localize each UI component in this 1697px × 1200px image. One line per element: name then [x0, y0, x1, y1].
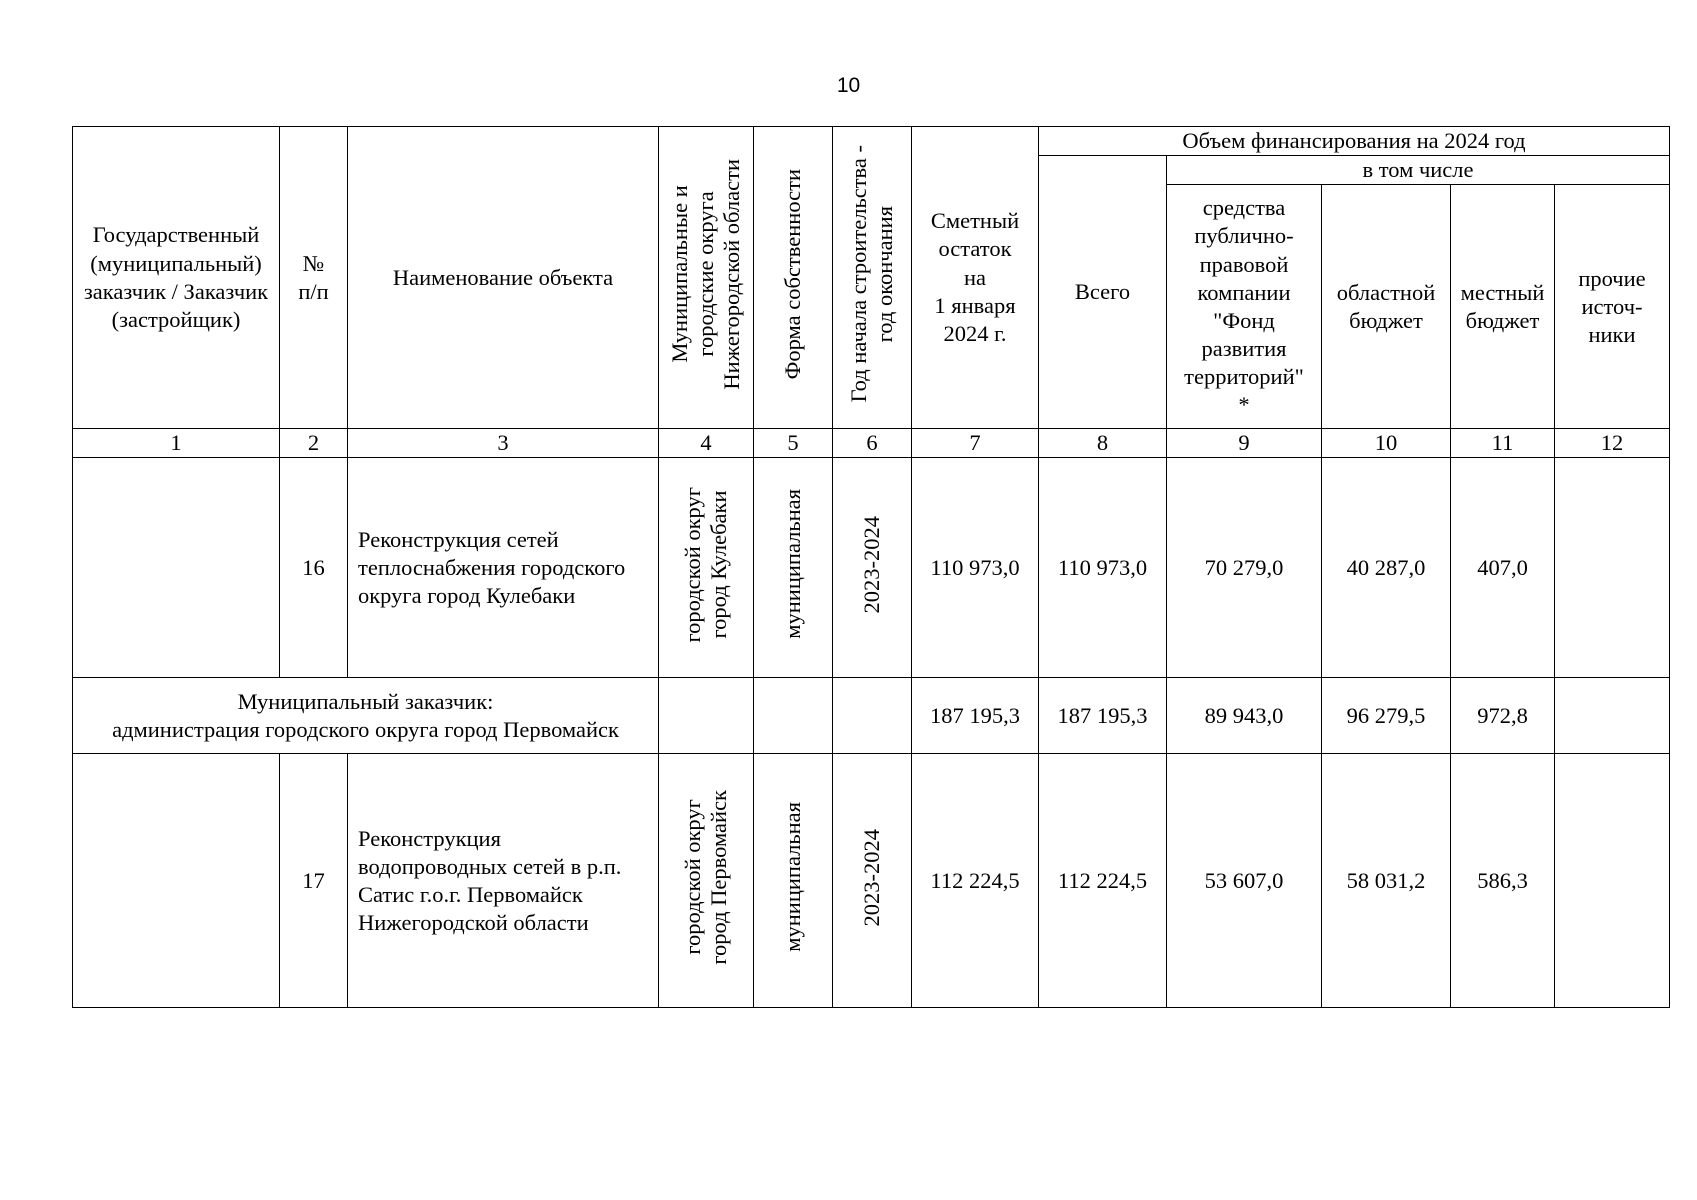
- header-financing-group: Объем финансирования на 2024 год: [1039, 127, 1670, 156]
- row-years-text: 2023-2024: [859, 515, 885, 614]
- row-ownership: [754, 754, 833, 1008]
- header-ownership: [754, 127, 833, 429]
- row-district: [659, 754, 754, 1008]
- page-number: 10: [836, 74, 861, 97]
- header-number: № п/п: [280, 127, 348, 429]
- row-estimated: 112 224,5: [912, 754, 1039, 1008]
- header-object-name: Наименование объекта: [348, 127, 659, 429]
- row-district-text: городской округ город Кулебаки: [680, 486, 731, 643]
- header-construction-years-text: Год начала строительства - год окончания: [846, 145, 897, 403]
- row-years: [833, 754, 912, 1008]
- subtotal-empty: [754, 678, 833, 754]
- row-number: 17: [280, 754, 348, 1008]
- row-years-text: 2023-2024: [859, 828, 885, 927]
- row-district-text: городской округ город Первомайск: [680, 789, 731, 965]
- subtotal-other: [1555, 678, 1670, 754]
- column-number: 11: [1451, 429, 1555, 458]
- header-local: местный бюджет: [1451, 185, 1555, 429]
- column-number: 5: [754, 429, 833, 458]
- header-regional: областной бюджет: [1322, 185, 1451, 429]
- subtotal-empty: [833, 678, 912, 754]
- row-fund: 70 279,0: [1167, 458, 1322, 678]
- subtotal-regional: 96 279,5: [1322, 678, 1451, 754]
- column-number: 2: [280, 429, 348, 458]
- subtotal-empty: [659, 678, 754, 754]
- row-estimated: 110 973,0: [912, 458, 1039, 678]
- subtotal-estimated: 187 195,3: [912, 678, 1039, 754]
- header-including: в том числе: [1167, 156, 1670, 185]
- row-total: 112 224,5: [1039, 754, 1167, 1008]
- row-other: [1555, 458, 1670, 678]
- column-number: 12: [1555, 429, 1670, 458]
- header-construction-years: [833, 127, 912, 429]
- row-years: [833, 458, 912, 678]
- row-customer: [73, 754, 280, 1008]
- header-municipal-districts-text: Муниципальные и городские округа Нижегородской области: [667, 158, 744, 390]
- header-total: Всего: [1039, 156, 1167, 429]
- row-regional: 58 031,2: [1322, 754, 1451, 1008]
- header-other: прочие источ- ники: [1555, 185, 1670, 429]
- column-number: 7: [912, 429, 1039, 458]
- financing-table: [72, 126, 1670, 1008]
- row-total: 110 973,0: [1039, 458, 1167, 678]
- table-row: [73, 458, 1670, 678]
- header-estimated-balance: Сметный остаток на 1 января 2024 г.: [912, 127, 1039, 429]
- header-fund: средства публично- правовой компании "Фонд развития территорий" *: [1167, 185, 1322, 429]
- subtotal-fund: 89 943,0: [1167, 678, 1322, 754]
- column-numbers-row: [73, 429, 1670, 458]
- column-number: 1: [73, 429, 280, 458]
- row-district: [659, 458, 754, 678]
- subtotal-total: 187 195,3: [1039, 678, 1167, 754]
- row-ownership-text: муниципальная: [780, 489, 806, 640]
- subtotal-row: [73, 678, 1670, 754]
- row-object-name: Реконструкция водопроводных сетей в р.п. Сатис г.о.г. Первомайск Нижегородской области: [348, 754, 659, 1008]
- row-ownership: [754, 458, 833, 678]
- subtotal-local: 972,8: [1451, 678, 1555, 754]
- row-fund: 53 607,0: [1167, 754, 1322, 1008]
- column-number: 3: [348, 429, 659, 458]
- row-local: 407,0: [1451, 458, 1555, 678]
- column-number: 8: [1039, 429, 1167, 458]
- table-row: [73, 754, 1670, 1008]
- row-regional: 40 287,0: [1322, 458, 1451, 678]
- column-number: 9: [1167, 429, 1322, 458]
- column-number: 6: [833, 429, 912, 458]
- header-ownership-text: Форма собственности: [780, 168, 806, 380]
- row-object-name: Реконструкция сетей теплоснабжения городского округа город Кулебаки: [348, 458, 659, 678]
- column-number: 10: [1322, 429, 1451, 458]
- row-number: 16: [280, 458, 348, 678]
- row-customer: [73, 458, 280, 678]
- header-row: [73, 127, 1670, 156]
- header-municipal-districts: [659, 127, 754, 429]
- row-local: 586,3: [1451, 754, 1555, 1008]
- column-number: 4: [659, 429, 754, 458]
- header-customer: Государственный (муниципальный) заказчик / Заказчик (застройщик): [73, 127, 280, 429]
- row-ownership-text: муниципальная: [780, 802, 806, 953]
- subtotal-label: Муниципальный заказчик: администрация городского округа город Первомайск: [73, 678, 659, 754]
- row-other: [1555, 754, 1670, 1008]
